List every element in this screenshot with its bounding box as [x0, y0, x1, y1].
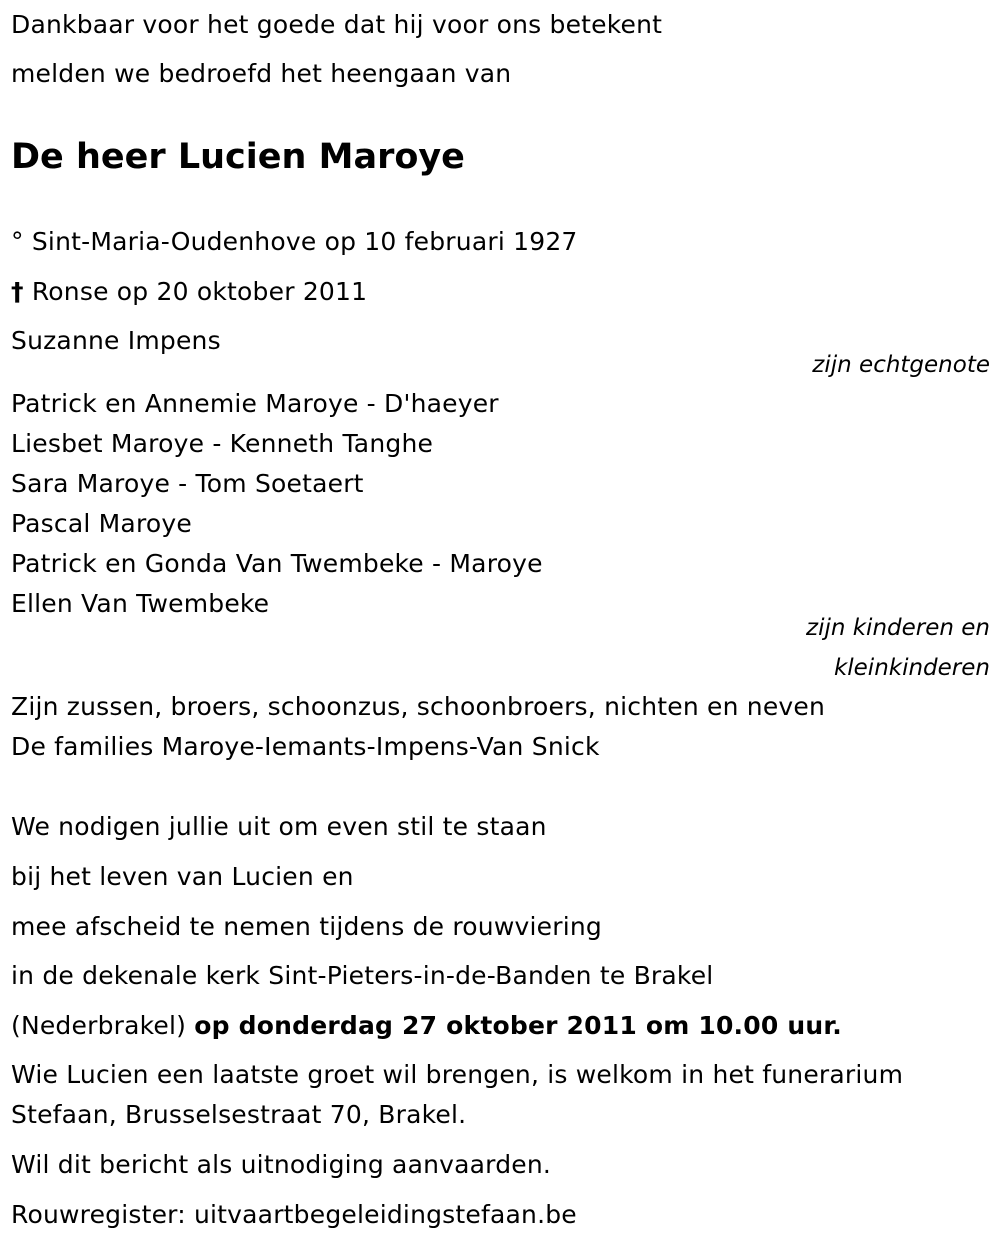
family-line-2: De families Maroye-Iemants-Impens-Van Snick: [11, 732, 600, 761]
child-line: Liesbet Maroye - Kenneth Tanghe: [11, 429, 434, 458]
birth-symbol: °: [11, 227, 24, 256]
deceased-name: De heer Lucien Maroye: [11, 137, 465, 177]
farewell-line-2: Stefaan, Brusselsestraat 70, Brakel.: [11, 1100, 467, 1129]
church-location: (Nederbrakel): [11, 1011, 187, 1040]
children-role-1: zijn kinderen en: [806, 615, 990, 641]
invitation-line-3: mee afscheid te nemen tijdens de rouwviering: [11, 912, 602, 941]
child-line: Sara Maroye - Tom Soetaert: [11, 469, 364, 498]
register-line: Rouwregister: uitvaartbegeleidingstefaan.be: [11, 1200, 577, 1229]
ceremony-datetime: op donderdag 27 oktober 2011 om 10.00 uur.: [194, 1011, 843, 1040]
child-line: Ellen Van Twembeke: [11, 589, 270, 618]
spouse-name: Suzanne Impens: [11, 326, 221, 355]
invitation-line-5: [11, 1011, 842, 1041]
invitation-line-2: bij het leven van Lucien en: [11, 862, 354, 891]
birth-line: [11, 227, 578, 257]
intro-line-2: melden we bedroefd het heengaan van: [11, 59, 512, 88]
invitation-line-1: We nodigen jullie uit om even stil te staan: [11, 812, 547, 841]
intro-line-1: Dankbaar voor het goede dat hij voor ons betekent: [11, 10, 663, 39]
child-line: Patrick en Gonda Van Twembeke - Maroye: [11, 549, 543, 578]
farewell-line-1: Wie Lucien een laatste groet wil brengen, is welkom in het funerarium: [11, 1060, 904, 1089]
child-line: Patrick en Annemie Maroye - D'haeyer: [11, 389, 499, 418]
birth-text: Sint-Maria-Oudenhove op 10 februari 1927: [31, 227, 578, 256]
family-line-1: Zijn zussen, broers, schoonzus, schoonbroers, nichten en neven: [11, 692, 826, 721]
closing-line: Wil dit bericht als uitnodiging aanvaarden.: [11, 1150, 552, 1179]
spouse-role: zijn echtgenote: [812, 352, 990, 378]
child-line: Pascal Maroye: [11, 509, 192, 538]
death-line: [11, 277, 367, 307]
cross-icon: †: [11, 277, 24, 306]
children-role-2: kleinkinderen: [833, 655, 990, 681]
invitation-line-4: in de dekenale kerk Sint-Pieters-in-de-Banden te Brakel: [11, 961, 714, 990]
death-text: Ronse op 20 oktober 2011: [31, 277, 368, 306]
